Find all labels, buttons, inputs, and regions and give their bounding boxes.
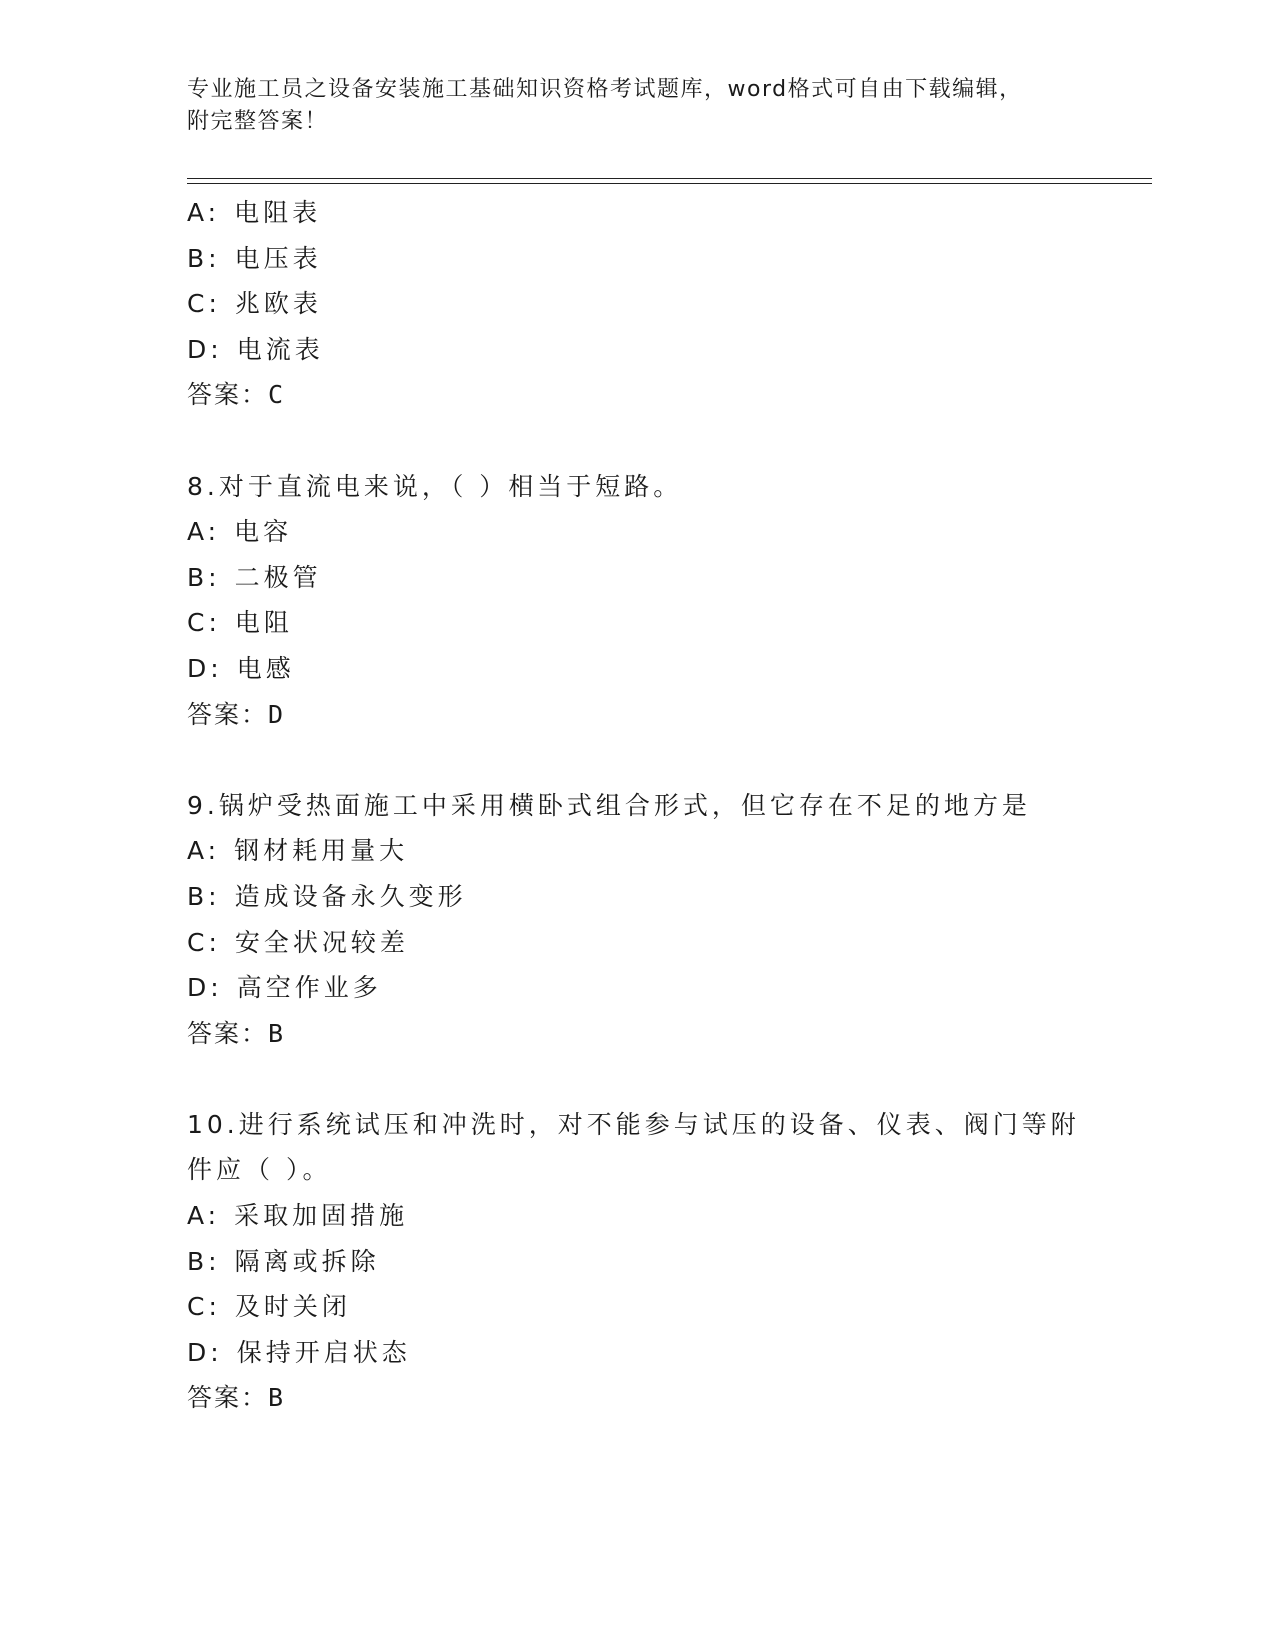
header-divider-top bbox=[187, 178, 1152, 179]
option-b: B: 二极管 bbox=[187, 562, 322, 592]
answer-line: 答案：B bbox=[187, 1383, 284, 1413]
header-divider-bottom bbox=[187, 183, 1152, 184]
question-list bbox=[187, 190, 1127, 1421]
question-stem: 8.对于直流电来说，（ ）相当于短路。 bbox=[187, 471, 683, 501]
option-d: D: 电感 bbox=[187, 653, 295, 683]
answer-value: D bbox=[268, 699, 284, 729]
option-c: C: 及时关闭 bbox=[187, 1292, 351, 1322]
header-line-1: 专业施工员之设备安装施工基础知识资格考试题库，word格式可自由下载编辑， bbox=[187, 77, 1023, 102]
spacer bbox=[187, 418, 1127, 464]
answer-value: B bbox=[268, 1383, 284, 1413]
option-a: A: 电阻表 bbox=[187, 198, 322, 227]
document-header bbox=[187, 74, 1087, 138]
option-b: B: 电压表 bbox=[187, 243, 322, 273]
option-d: D: 保持开启状态 bbox=[187, 1337, 411, 1367]
answer-value: C bbox=[268, 380, 284, 410]
option-a: A: 电容 bbox=[187, 517, 293, 547]
option-c: C: 兆欧表 bbox=[187, 289, 322, 319]
question-block-9 bbox=[187, 783, 1127, 1057]
spacer bbox=[187, 1056, 1127, 1102]
answer-line: 答案：D bbox=[187, 699, 284, 729]
option-a: A: 钢材耗用量大 bbox=[187, 836, 409, 866]
question-stem-continued: 件应（ ）。 bbox=[187, 1155, 332, 1185]
answer-value: B bbox=[268, 1018, 284, 1048]
option-d: D: 电流表 bbox=[187, 334, 324, 364]
option-b: B: 造成设备永久变形 bbox=[187, 881, 467, 911]
question-block-7 bbox=[187, 190, 1127, 418]
option-d: D: 高空作业多 bbox=[187, 973, 382, 1003]
header-line-2: 附完整答案！ bbox=[187, 109, 329, 134]
answer-line: 答案：C bbox=[187, 380, 284, 410]
option-c: C: 电阻 bbox=[187, 608, 293, 638]
answer-line: 答案：B bbox=[187, 1018, 284, 1048]
option-a: A: 采取加固措施 bbox=[187, 1201, 409, 1231]
question-block-8 bbox=[187, 464, 1127, 738]
question-stem: 9.锅炉受热面施工中采用横卧式组合形式，但它存在不足的地方是 bbox=[187, 790, 1031, 820]
option-c: C: 安全状况较差 bbox=[187, 927, 409, 957]
spacer bbox=[187, 737, 1127, 783]
question-block-10 bbox=[187, 1102, 1127, 1421]
option-b: B: 隔离或拆除 bbox=[187, 1246, 380, 1276]
question-stem: 10.进行系统试压和冲洗时，对不能参与试压的设备、仪表、阀门等附 bbox=[187, 1109, 1080, 1139]
